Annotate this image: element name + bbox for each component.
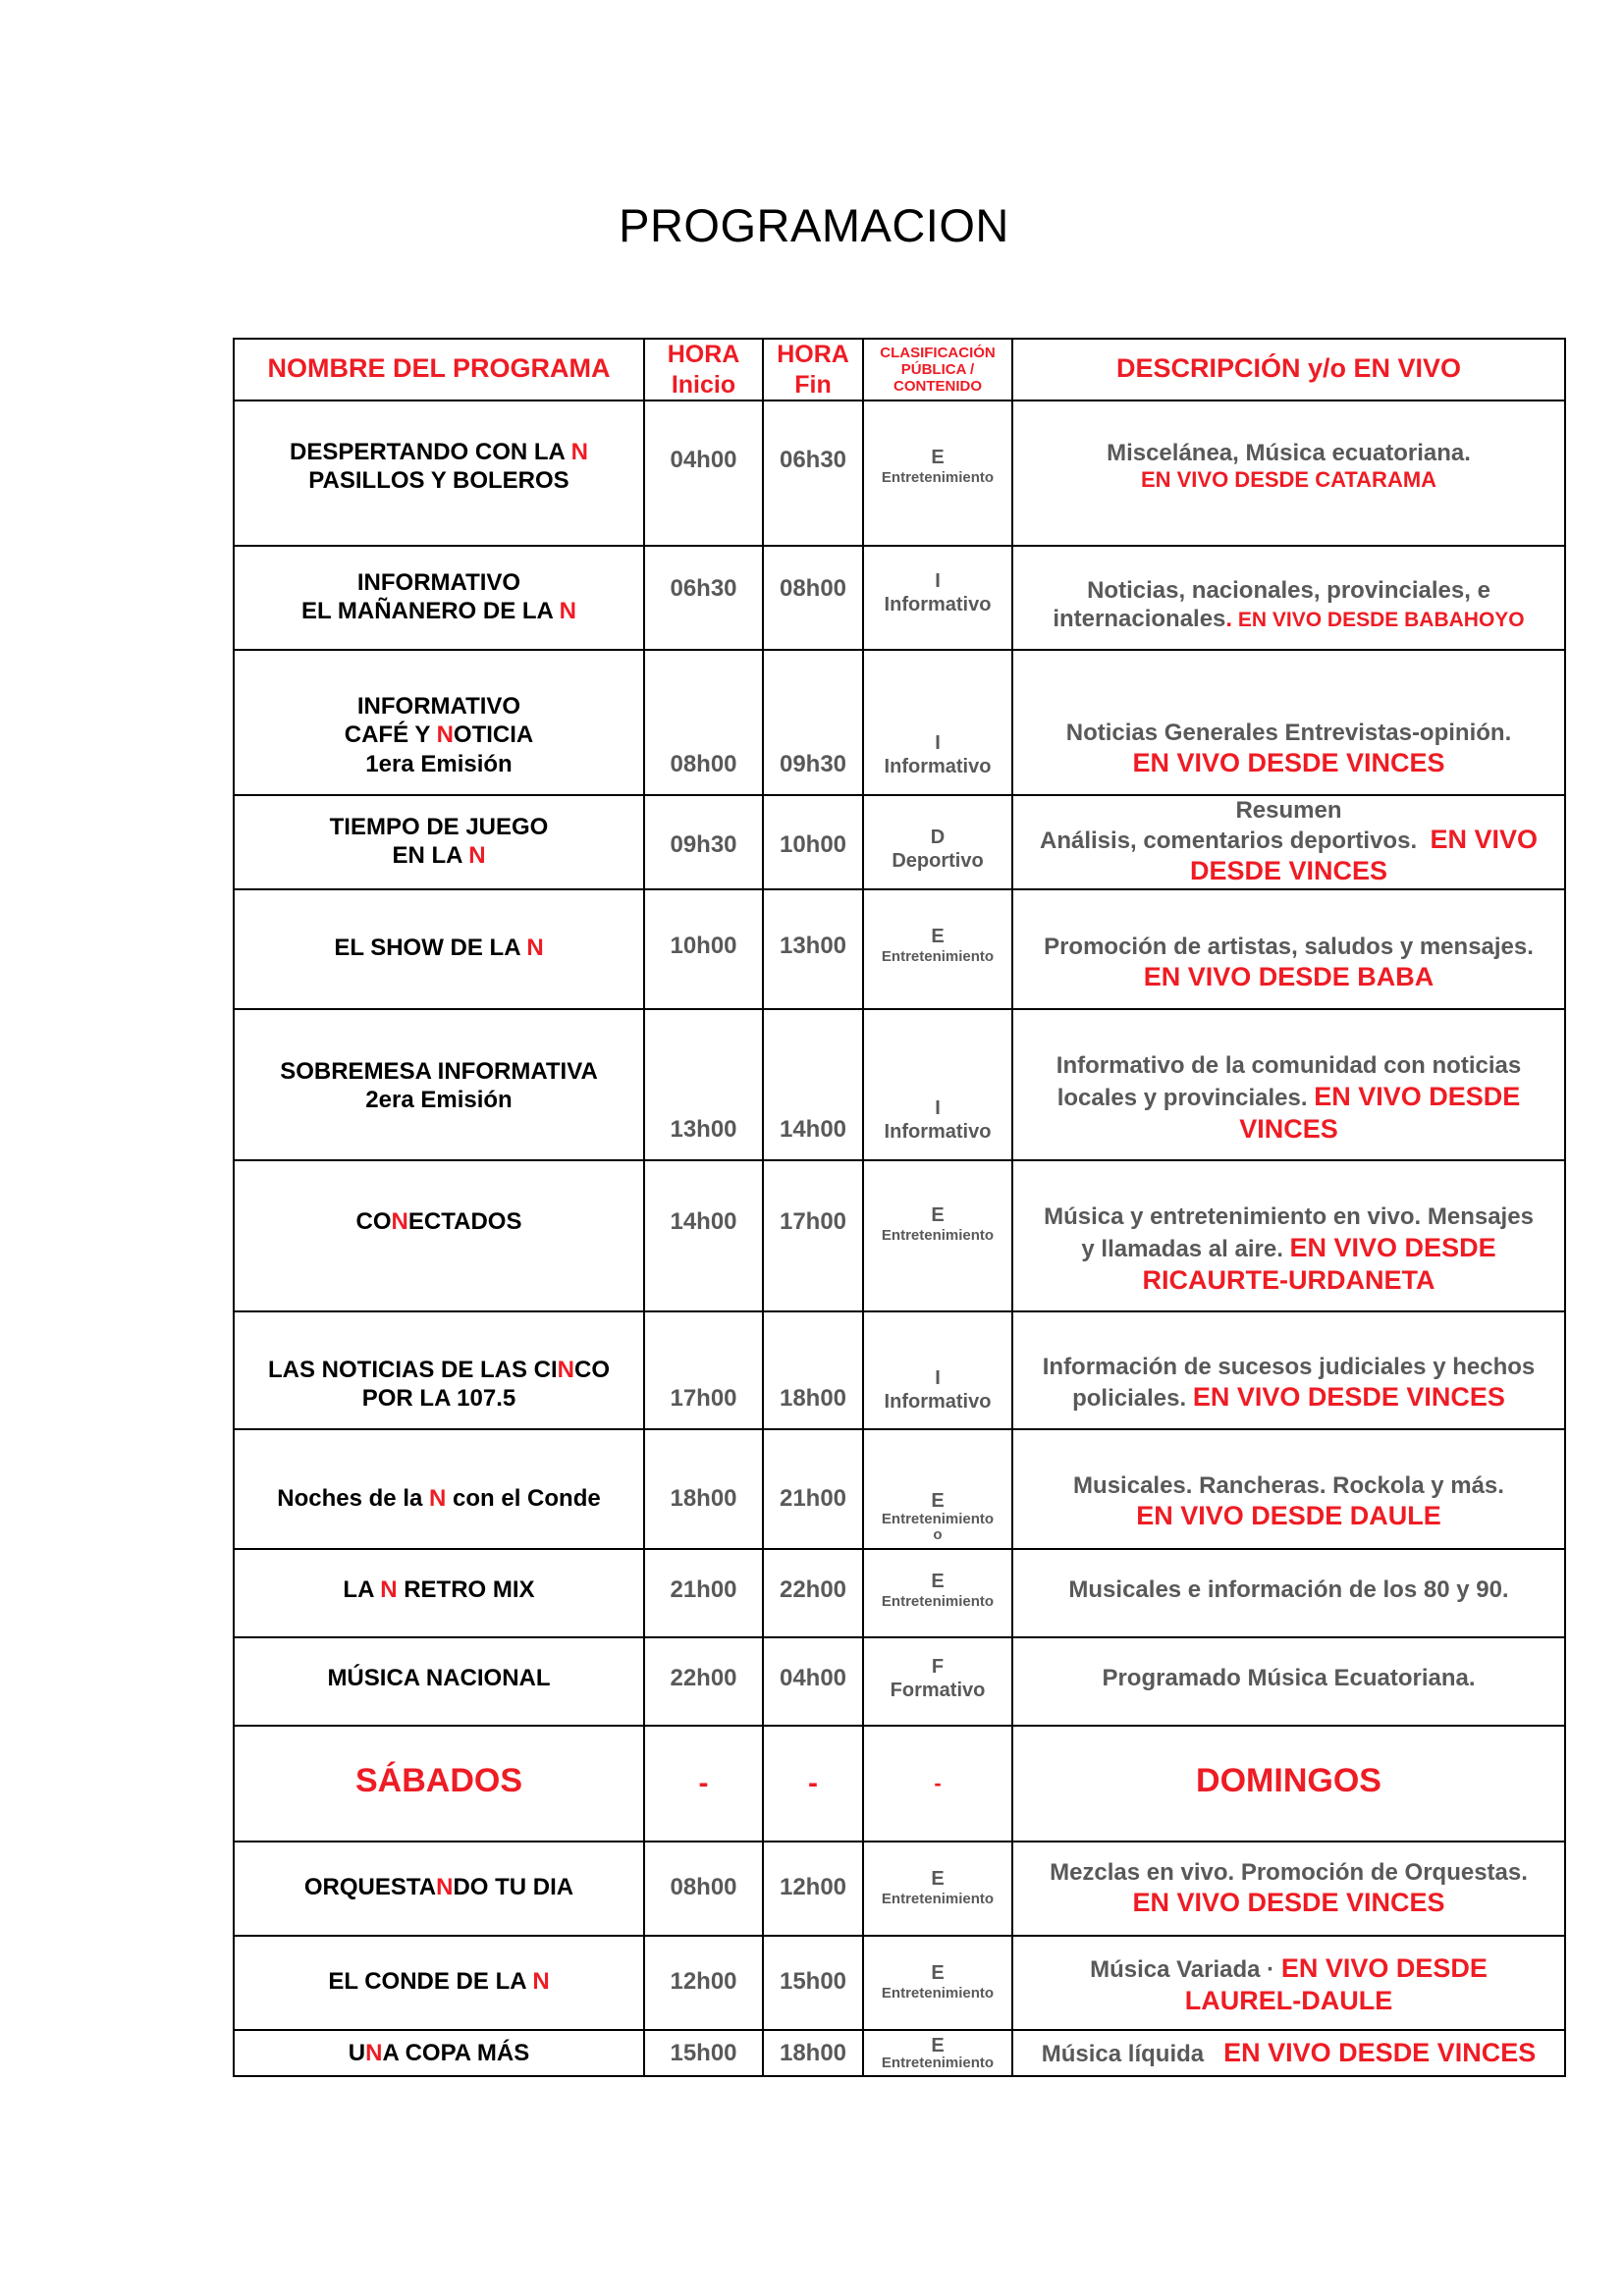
program-name: MÚSICA NACIONAL: [234, 1637, 644, 1726]
classification: -: [863, 1726, 1012, 1842]
description: Promoción de artistas, saludos y mensajes. EN VIVO DESDE BABA: [1012, 889, 1565, 1009]
classification: I Informativo: [863, 1311, 1012, 1429]
start-time: 08h00: [644, 1842, 763, 1936]
header-row: [234, 339, 1565, 400]
program-name: TIEMPO DE JUEGO EN LA N: [234, 795, 644, 889]
table-row: [234, 1009, 1565, 1160]
end-time: 18h00: [763, 2030, 863, 2076]
header-name: NOMBRE DEL PROGRAMA: [234, 339, 644, 400]
description: Miscelánea, Música ecuatoriana. EN VIVO DESDE CATARAMA: [1012, 400, 1565, 546]
program-name: LA N RETRO MIX: [234, 1549, 644, 1637]
classification: E Entretenimiento: [863, 1160, 1012, 1311]
start-time: 17h00: [644, 1311, 763, 1429]
program-name: EL SHOW DE LA N: [234, 889, 644, 1009]
program-name: CONECTADOS: [234, 1160, 644, 1311]
classification: I Informativo: [863, 1009, 1012, 1160]
start-time: 10h00: [644, 889, 763, 1009]
description: Musicales e información de los 80 y 90.: [1012, 1549, 1565, 1637]
table-row: [234, 1429, 1565, 1549]
description: Informativo de la comunidad con noticias locales y provinciales. EN VIVO DESDE VINCES: [1012, 1009, 1565, 1160]
program-name: DESPERTANDO CON LA N PASILLOS Y BOLEROS: [234, 400, 644, 546]
description: Resumen Análisis, comentarios deportivos. EN VIVO DESDE VINCES: [1012, 795, 1565, 889]
classification: E Entretenimiento: [863, 1936, 1012, 2030]
saturday-label: SÁBADOS: [234, 1726, 644, 1842]
description: Música líquida EN VIVO DESDE VINCES: [1012, 2030, 1565, 2076]
end-time: 22h00: [763, 1549, 863, 1637]
start-time: 15h00: [644, 2030, 763, 2076]
description: Musicales. Rancheras. Rockola y más. EN VIVO DESDE DAULE: [1012, 1429, 1565, 1549]
header-start: HORA Inicio: [644, 339, 763, 400]
description: Mezclas en vivo. Promoción de Orquestas. EN VIVO DESDE VINCES: [1012, 1842, 1565, 1936]
classification: I Informativo: [863, 650, 1012, 795]
program-name: SOBREMESA INFORMATIVA 2era Emisión: [234, 1009, 644, 1160]
table-row: [234, 1637, 1565, 1726]
header-end: HORA Fin: [763, 339, 863, 400]
classification: E Entretenimiento: [863, 2030, 1012, 2076]
end-time: -: [763, 1726, 863, 1842]
classification: E Entretenimiento: [863, 889, 1012, 1009]
table-row: [234, 1160, 1565, 1311]
table-row: [234, 889, 1565, 1009]
end-time: 15h00: [763, 1936, 863, 2030]
end-time: 10h00: [763, 795, 863, 889]
page-title: PROGRAMACION: [619, 199, 1009, 251]
end-time: 17h00: [763, 1160, 863, 1311]
end-time: 08h00: [763, 546, 863, 650]
sunday-label: DOMINGOS: [1012, 1726, 1565, 1842]
description: Música y entretenimiento en vivo. Mensajes y llamadas al aire. EN VIVO DESDE RICAURTE-URDANETA: [1012, 1160, 1565, 1311]
start-time: 21h00: [644, 1549, 763, 1637]
table-row: [234, 650, 1565, 795]
end-time: 13h00: [763, 889, 863, 1009]
start-time: 06h30: [644, 546, 763, 650]
start-time: 04h00: [644, 400, 763, 546]
program-name: LAS NOTICIAS DE LAS CINCO POR LA 107.5: [234, 1311, 644, 1429]
end-time: 04h00: [763, 1637, 863, 1726]
description: Información de sucesos judiciales y hechos policiales. EN VIVO DESDE VINCES: [1012, 1311, 1565, 1429]
start-time: 12h00: [644, 1936, 763, 2030]
start-time: 08h00: [644, 650, 763, 795]
program-name: INFORMATIVO CAFÉ Y NOTICIA 1era Emisión: [234, 650, 644, 795]
classification: E Entretenimiento: [863, 1842, 1012, 1936]
end-time: 09h30: [763, 650, 863, 795]
start-time: -: [644, 1726, 763, 1842]
end-time: 21h00: [763, 1429, 863, 1549]
description: Noticias Generales Entrevistas-opinión. EN VIVO DESDE VINCES: [1012, 650, 1565, 795]
schedule-table: [233, 338, 1566, 2077]
end-time: 12h00: [763, 1842, 863, 1936]
start-time: 14h00: [644, 1160, 763, 1311]
classification: E Entretenimiento: [863, 400, 1012, 546]
table-row: [234, 795, 1565, 889]
classification: D Deportivo: [863, 795, 1012, 889]
classification: E Entretenimiento: [863, 1549, 1012, 1637]
table-row: [234, 2030, 1565, 2076]
classification: E Entretenimiento o: [863, 1429, 1012, 1549]
end-time: 14h00: [763, 1009, 863, 1160]
program-name: UNA COPA MÁS: [234, 2030, 644, 2076]
classification: F Formativo: [863, 1637, 1012, 1726]
table-row: [234, 1726, 1565, 1842]
description: Noticias, nacionales, provinciales, e internacionales. EN VIVO DESDE BABAHOYO: [1012, 546, 1565, 650]
table-row: [234, 546, 1565, 650]
program-name: ORQUESTANDO TU DIA: [234, 1842, 644, 1936]
description: Programado Música Ecuatoriana.: [1012, 1637, 1565, 1726]
header-classification: CLASIFICACIÓN PÚBLICA / CONTENIDO: [863, 339, 1012, 400]
start-time: 18h00: [644, 1429, 763, 1549]
table-row: [234, 1311, 1565, 1429]
table-row: [234, 400, 1565, 546]
start-time: 22h00: [644, 1637, 763, 1726]
table-row: [234, 1842, 1565, 1936]
classification: I Informativo: [863, 546, 1012, 650]
table-row: [234, 1549, 1565, 1637]
header-description: DESCRIPCIÓN y/o EN VIVO: [1012, 339, 1565, 400]
description: Música Variada · EN VIVO DESDE LAUREL-DAULE: [1012, 1936, 1565, 2030]
program-name: INFORMATIVO EL MAÑANERO DE LA N: [234, 546, 644, 650]
start-time: 09h30: [644, 795, 763, 889]
table-row: [234, 1936, 1565, 2030]
start-time: 13h00: [644, 1009, 763, 1160]
end-time: 06h30: [763, 400, 863, 546]
program-name: Noches de la N con el Conde: [234, 1429, 644, 1549]
end-time: 18h00: [763, 1311, 863, 1429]
program-name: EL CONDE DE LA N: [234, 1936, 644, 2030]
